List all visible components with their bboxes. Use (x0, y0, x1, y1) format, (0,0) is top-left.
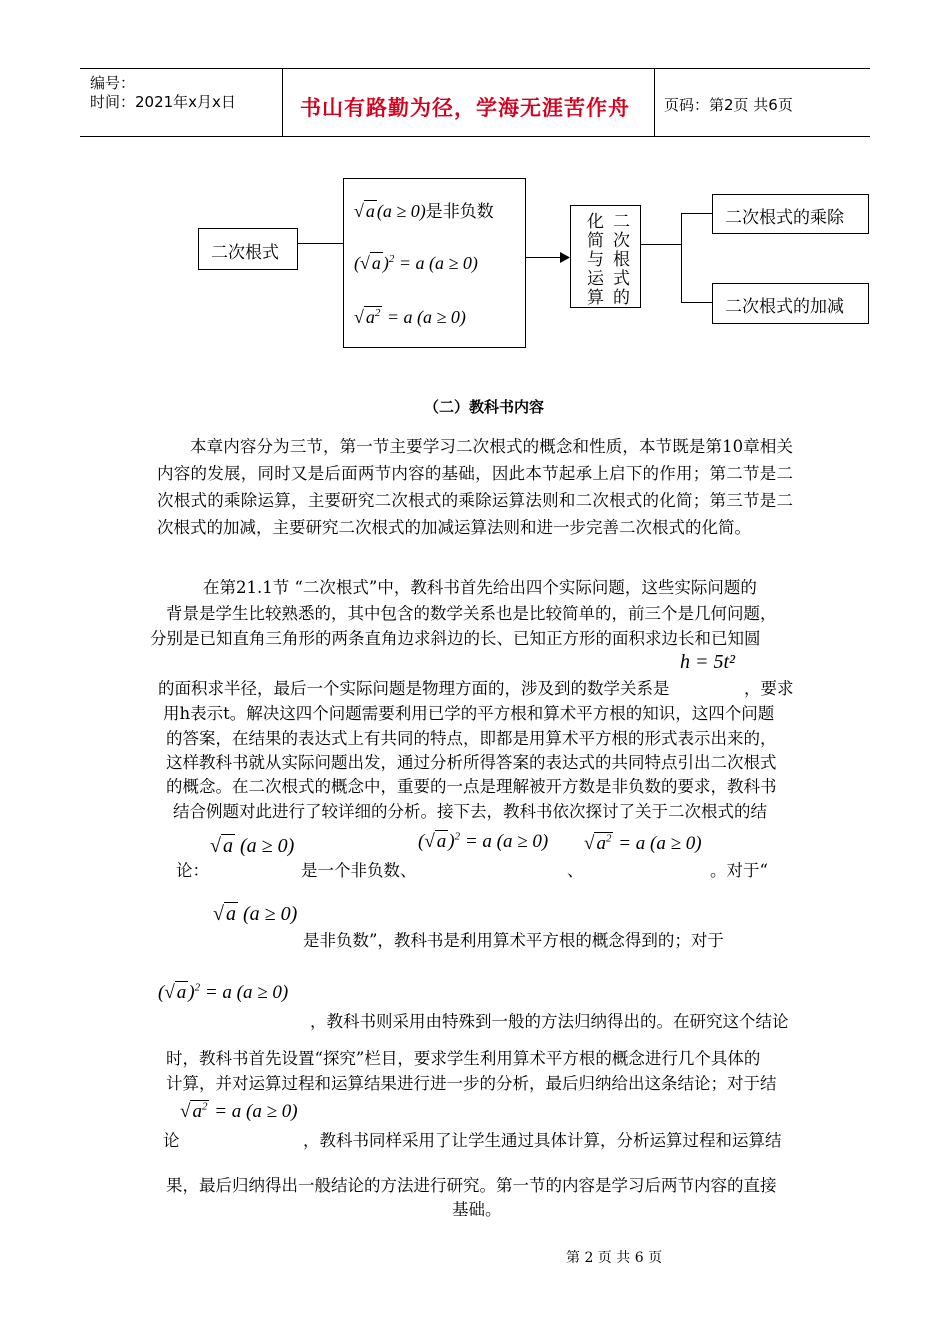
header-motto: 书山有路勤为径，学海无涯苦作舟 (300, 96, 630, 120)
text-line: 是非负数”，教科书是利用算术平方根的概念得到的；对于 (303, 931, 724, 950)
connector-line (641, 244, 681, 245)
header-divider (282, 68, 283, 136)
connector-line (681, 213, 682, 303)
diagram-middle-label: 化简与运算 (583, 212, 603, 307)
arrow-head-icon (560, 252, 570, 263)
document-date: 时间：2021年x月x日 (90, 93, 236, 111)
formula-square-of-sqrt: (√ a )$^2$ = a (a ≥ 0) (418, 830, 549, 852)
text-line: 在第21.1节 “二次根式”中，教科书首先给出四个实际问题，这些实际问题的 (203, 578, 757, 597)
text-line: 的答案，在结果的表达式上有共同的特点，即都是用算术平方根的形式表示出来的， (166, 729, 777, 748)
formula-sqrt-of-square: √ $a^2 = a$ (a ≥ 0) (584, 832, 702, 854)
text-line: 分别是已知直角三角形的两条直角边求斜边的长、已知正方形的面积求边长和已知圆 (150, 629, 761, 648)
diagram-formula-box (343, 178, 526, 348)
section-title: （二）教科书内容 (424, 398, 545, 416)
text-line: 结合例题对此进行了较详细的分析。接下去，教科书依次探讨了关于二次根式的结 (173, 802, 767, 821)
text-line: 果，最后归纳得出一般结论的方法进行研究。第一节的内容是学习后两节内容的直接 (166, 1176, 777, 1195)
text-line: ，教科书同样采用了让学生通过具体计算，分析运算过程和运算结 (303, 1131, 782, 1150)
header-top-rule (80, 68, 870, 69)
text-line: 论 (163, 1131, 180, 1150)
diagram-middle-box (570, 205, 641, 308)
header-page-code: 页码：第2页 共6页 (664, 96, 793, 114)
text-line: ，要求 (744, 679, 794, 698)
connector-line (681, 213, 712, 214)
text-line: 计算，并对运算过程和运算结果进行进一步的分析，最后归纳给出这条结论；对于结 (166, 1074, 777, 1093)
document-number-label: 编号： (90, 74, 136, 92)
formula-sqrt-a-nonneg: √ a (a ≥ 0) (213, 903, 298, 925)
formula-h-5t2: h = 5t² (680, 651, 736, 673)
text-line: 论： (176, 861, 209, 880)
text-line: 用h表示t。解决这四个问题需要利用已学的平方根和算术平方根的知识，这四个问题 (163, 704, 775, 723)
text-line: 背景是学生比较熟悉的，其中包含的数学关系也是比较简单的，前三个是几何问题， (166, 604, 777, 623)
connector-line (298, 243, 343, 244)
text-line: 、 (567, 861, 584, 880)
formula-sqrt-a-nonneg: √ a (a ≥ 0) (210, 835, 295, 857)
diagram-branch-multiply-box (712, 194, 869, 234)
text-line: 的面积求半径，最后一个实际问题是物理方面的，涉及到的数学关系是 (158, 679, 670, 698)
paragraph-chapter-overview: 本章内容分为三节，第一节主要学习二次根式的概念和性质，本节既是第10章相关内容的发展，同时又是后面两节内容的基础，因此本节起承上启下的作用；第二节是二次根式的乘除运算，主要研究二次根式的乘除运算法则和二次根式的化简；第三节是二次根式的加减，主要研究二次根式的加减运算法则和进一步完善二次根式的化简。 (157, 437, 793, 537)
header-divider (654, 68, 655, 136)
connector-line (681, 302, 712, 303)
diagram-root-label: 二次根式 (211, 243, 279, 263)
text-line: 是一个非负数、 (301, 861, 417, 880)
arrow-line (526, 257, 562, 258)
formula-sqrt-nonnegative: √ a (a ≥ 0)是非负数 (354, 201, 494, 222)
diagram-middle-label: 二次根式的 (609, 212, 629, 307)
formula-square-of-sqrt: (√ a )$^2$ = a (a ≥ 0) (354, 253, 478, 273)
diagram-branch-add-box (712, 283, 869, 324)
text-line: 这样教科书就从实际问题出发，通过分析所得答案的表达式的共同特点引出二次根式 (166, 753, 777, 772)
formula-square-of-sqrt: (√ a )$^2$ = a (a ≥ 0) (158, 981, 289, 1003)
text-line: 。对于“ (710, 861, 768, 880)
text-line: 时，教科书首先设置“探究”栏目，要求学生利用算术平方根的概念进行几个具体的 (166, 1049, 761, 1068)
text-line: 的概念。在二次根式的概念中，重要的一点是理解被开方数是非负数的要求，教科书 (166, 777, 777, 796)
formula-sqrt-of-square: √ $a^2 = a$ (a ≥ 0) (354, 307, 466, 327)
header-bottom-rule (80, 136, 870, 137)
text-line: ，教科书则采用由特殊到一般的方法归纳得出的。在研究这个结论 (310, 1012, 789, 1031)
page-footer: 第 2 页 共 6 页 (566, 1250, 663, 1266)
diagram-branch-add-label: 二次根式的加减 (725, 297, 844, 317)
text-line: 基础。 (452, 1200, 502, 1219)
diagram-root-box (198, 228, 298, 270)
diagram-branch-multiply-label: 二次根式的乘除 (725, 208, 844, 228)
formula-sqrt-of-square: √ $a^2 = a$ (a ≥ 0) (180, 1100, 298, 1122)
